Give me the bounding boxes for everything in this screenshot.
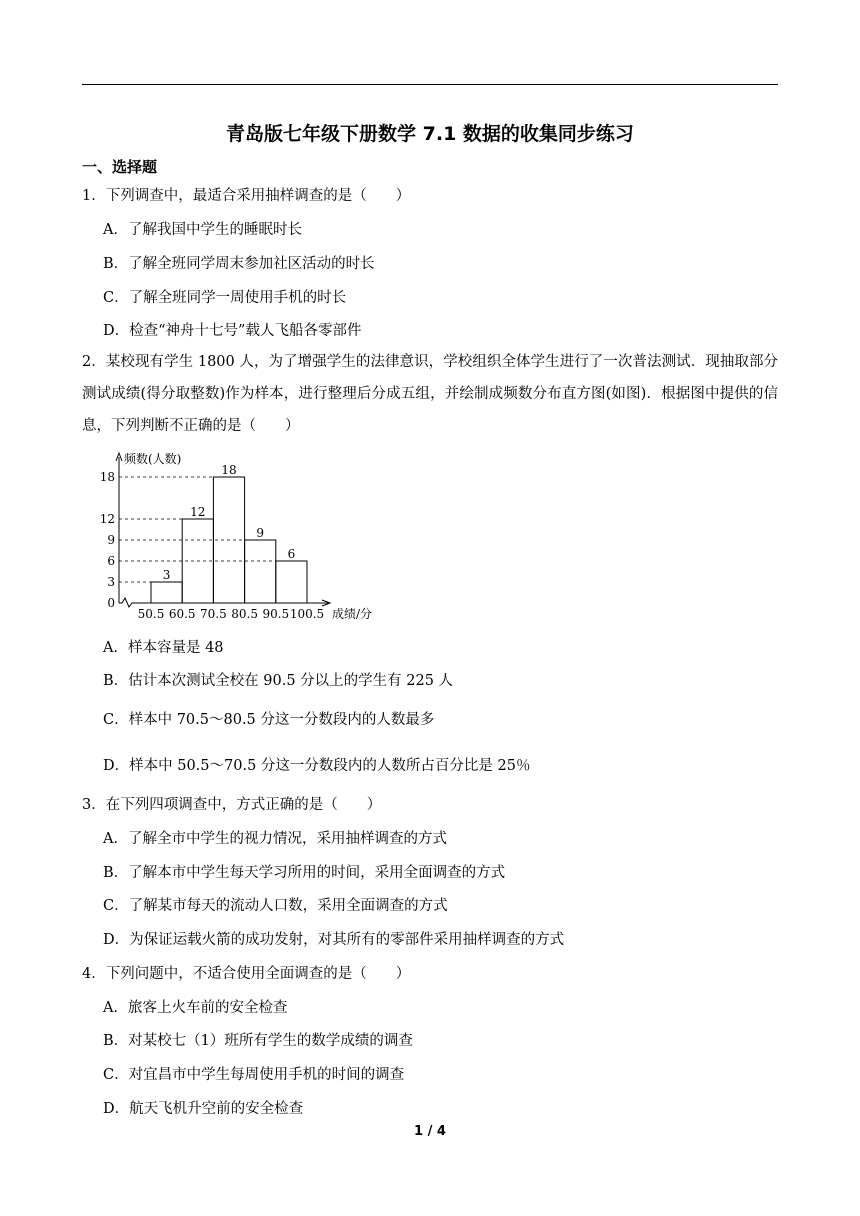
question-3-option-d: D．为保证运载火箭的成功发射，对其所有的零部件采用抽样调查的方式 <box>103 932 565 948</box>
question-4-option-d: D．航天飞机升空前的安全检查 <box>103 1101 304 1117</box>
y-tick-label: 9 <box>107 533 115 547</box>
question-3-option-b: B．了解本市中学生每天学习所用的时间，采用全面调查的方式 <box>103 865 506 881</box>
question-3-stem: 3．在下列四项调查中，方式正确的是（ ） <box>82 797 382 813</box>
x-tick-label: 60.5 <box>168 607 196 621</box>
x-tick-label: 100.5 <box>289 607 325 621</box>
question-1-option-d: D．检查“神舟十七号”载人飞船各零部件 <box>103 323 362 339</box>
question-2-option-a: A．样本容量是 48 <box>103 640 224 656</box>
question-4-option-a: A．旅客上火车前的安全检查 <box>103 1000 288 1016</box>
header-rule <box>82 84 778 85</box>
y-tick-label: 0 <box>107 596 115 610</box>
x-axis-title: 成绩/分 <box>332 607 373 621</box>
question-2-option-b: B．估计本次测试全校在 90.5 分以上的学生有 225 人 <box>103 673 454 689</box>
page-number: 1 / 4 <box>414 1124 446 1139</box>
histogram-bar <box>245 540 276 603</box>
y-tick-label: 18 <box>99 470 115 484</box>
question-1-option-b: B．了解全班同学周末参加社区活动的时长 <box>103 256 375 272</box>
x-tick-label: 50.5 <box>137 607 165 621</box>
question-2-option-c: C．样本中 70.5～80.5 分这一分数段内的人数最多 <box>103 712 435 728</box>
bar-value-label: 9 <box>256 526 265 540</box>
section-heading: 一、选择题 <box>82 158 158 176</box>
frequency-histogram <box>96 448 406 628</box>
y-tick-label: 12 <box>99 512 115 526</box>
question-4-option-b: B．对某校七（1）班所有学生的数学成绩的调查 <box>103 1033 413 1049</box>
question-4-stem: 4．下列问题中，不适合使用全面调查的是（ ） <box>82 966 411 982</box>
bar-value-label: 6 <box>287 547 296 561</box>
question-3-option-c: C．了解某市每天的流动人口数，采用全面调查的方式 <box>103 898 448 914</box>
question-4-option-c: C．对宜昌市中学生每周使用手机的时间的调查 <box>103 1067 405 1083</box>
question-2-stem: 2．某校现有学生 1800 人，为了增强学生的法律意识，学校组织全体学生进行了一次普法测试．现抽取部分测试成绩(得分取整数)作为样本，进行整理后分成五组，并绘制成频数分布直方图(如图)．根据图中提供的信息，下列判断不正确的是（ ） <box>82 354 778 434</box>
bar-value-label: 3 <box>162 568 171 582</box>
question-3-option-a: A．了解全市中学生的视力情况，采用抽样调查的方式 <box>103 831 447 847</box>
y-axis-title: 频数(人数) <box>124 452 182 466</box>
bar-value-label: 12 <box>190 505 206 519</box>
x-tick-label: 90.5 <box>262 607 290 621</box>
question-1-stem: 1．下列调查中，最适合采用抽样调查的是（ ） <box>82 188 411 204</box>
y-tick-label: 3 <box>107 575 115 589</box>
y-tick-label: 6 <box>107 554 115 568</box>
x-tick-label: 70.5 <box>200 607 227 621</box>
histogram-bar <box>276 561 307 603</box>
question-1-option-c: C．了解全班同学一周使用手机的时长 <box>103 290 347 306</box>
x-tick-label: 80.5 <box>231 607 258 621</box>
bar-value-label: 18 <box>221 463 237 477</box>
question-1-option-a: A．了解我国中学生的睡眠时长 <box>103 222 302 238</box>
page-title: 青岛版七年级下册数学 7.1 数据的收集同步练习 <box>226 123 634 145</box>
x-axis <box>119 598 328 607</box>
histogram-bar <box>151 582 182 603</box>
question-2-option-d: D．样本中 50.5～70.5 分这一分数段内的人数所占百分比是 25％ <box>103 758 531 774</box>
